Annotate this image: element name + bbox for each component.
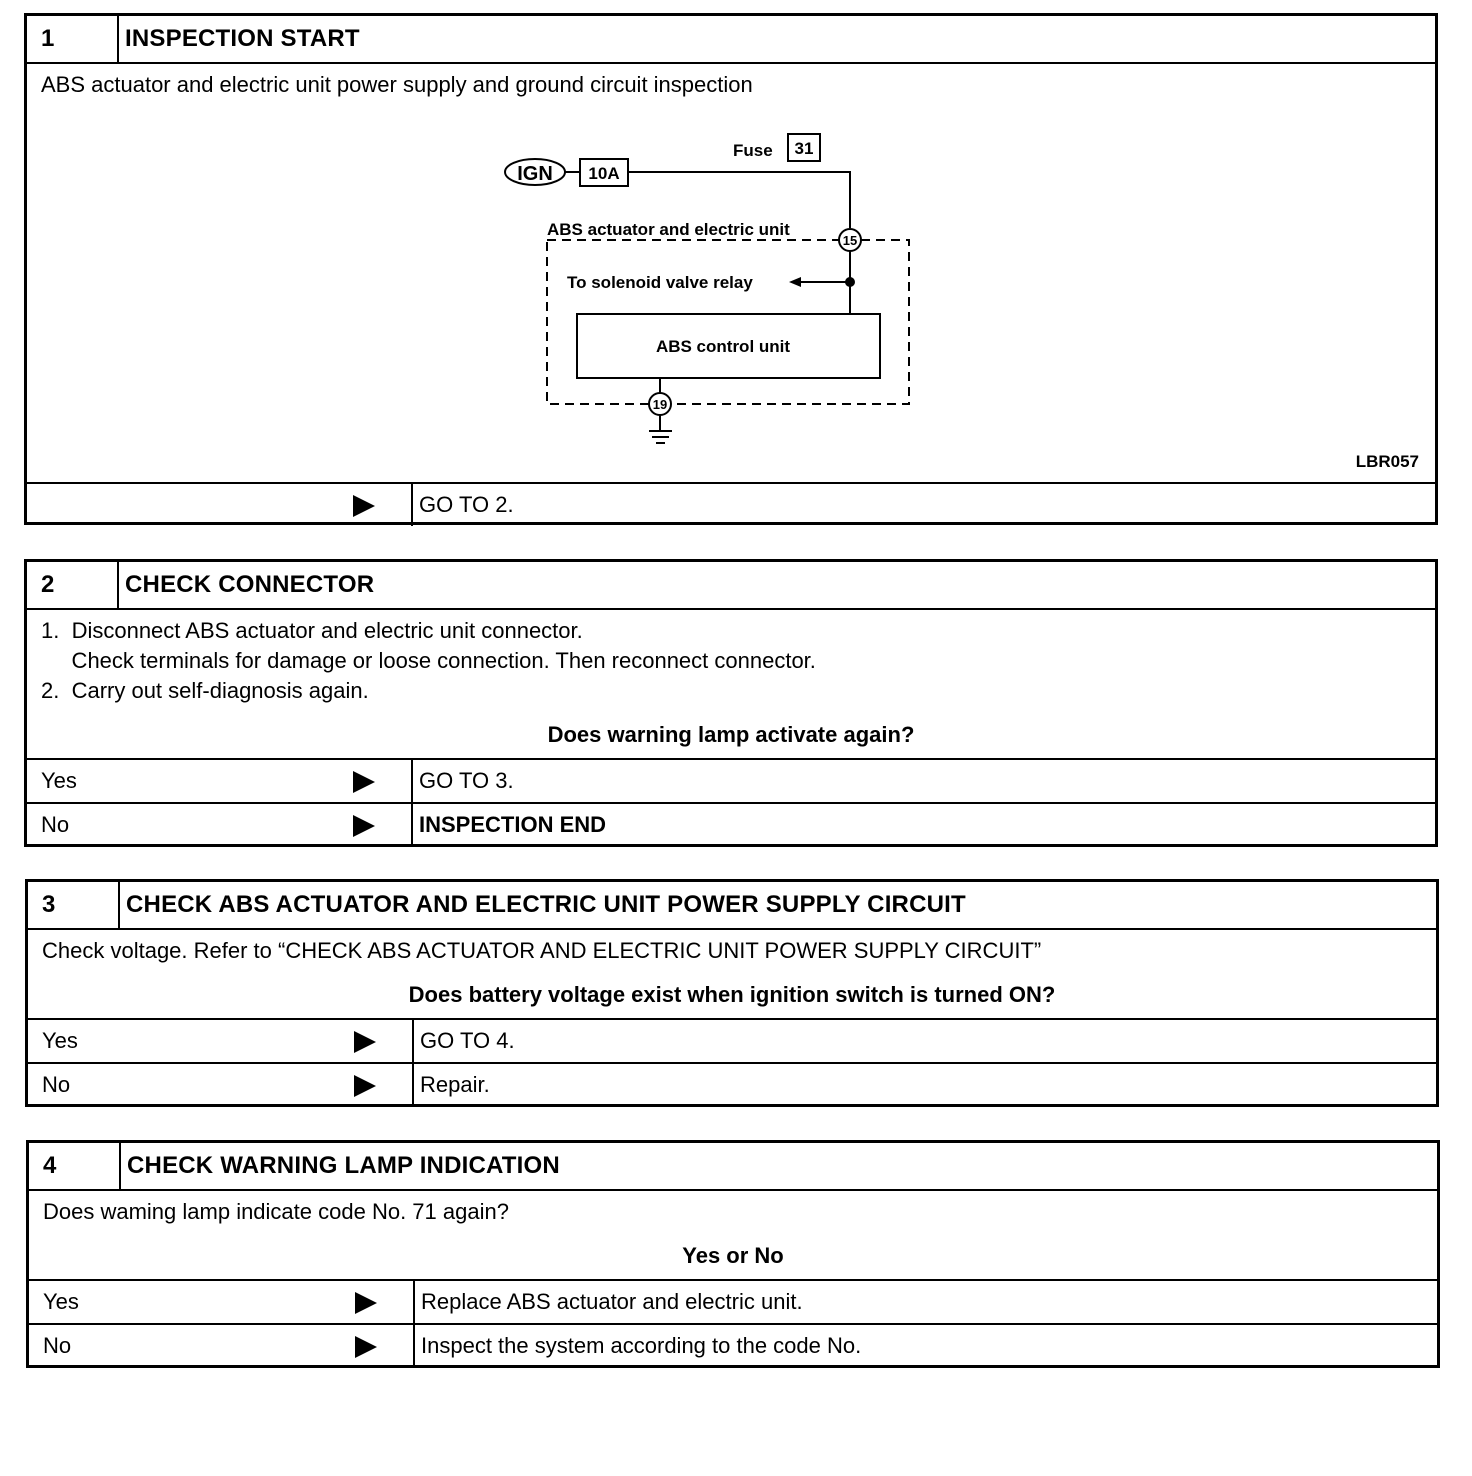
arrow-right-icon [355,1336,377,1358]
divider [411,760,413,802]
answer-result: INSPECTION END [419,812,607,837]
step-title: INSPECTION START [125,25,360,52]
answer-label: Yes [42,1028,78,1053]
step-question: Does battery voltage exist when ignition switch is turned ON? [408,982,1056,1007]
answer-result: Replace ABS actuator and electric unit. [421,1289,803,1314]
step-header [28,882,1436,928]
step-header [27,16,1435,62]
answer-label: Yes [41,768,77,793]
step-header [29,1143,1437,1189]
instruction-line: 2. Carry out self-diagnosis again. [41,678,369,703]
answer-result: GO TO 2. [419,492,514,517]
step-description: Does waming lamp indicate code No. 71 again? [43,1199,509,1224]
step-description: Check voltage. Refer to “CHECK ABS ACTUATOR AND ELECTRIC UNIT POWER SUPPLY CIRCUIT” [42,938,1042,963]
answer-result: GO TO 4. [420,1028,515,1053]
step-body [28,928,1436,1018]
step-description: ABS actuator and electric unit power supply and ground circuit inspection [41,72,753,97]
answer-row[interactable] [29,1279,1437,1323]
step-header [27,562,1435,608]
unit-label: ABS actuator and electric unit [547,220,790,239]
step-question: Yes or No [682,1243,784,1268]
relay-label: To solenoid valve relay [567,273,753,292]
step-body [29,1189,1437,1279]
divider [412,1020,414,1062]
step-1-block [24,13,1438,525]
answer-label: No [42,1072,71,1097]
fuse-rating-label: 10A [588,164,620,183]
answer-result: Inspect the system according to the code No. [421,1333,862,1358]
step-number: 3 [28,882,120,928]
step-4-block [26,1140,1440,1368]
circuit-diagram [27,64,1437,484]
step-title: CHECK CONNECTOR [125,571,375,598]
step-question: Does warning lamp activate again? [547,722,915,747]
step-2-block [24,559,1438,847]
answer-result: Repair. [420,1072,490,1097]
step-title: CHECK ABS ACTUATOR AND ELECTRIC UNIT POWER SUPPLY CIRCUIT [126,891,966,918]
answer-result: GO TO 3. [419,768,514,793]
ign-label: IGN [517,163,553,185]
answer-row[interactable] [28,1018,1436,1062]
arrow-right-icon [354,1031,376,1053]
divider [413,1281,415,1323]
step-3-block [25,879,1439,1107]
step-title: CHECK WARNING LAMP INDICATION [127,1152,560,1179]
step-number: 2 [27,562,119,608]
fuse-number-label: 31 [794,139,814,158]
answer-label: No [43,1333,72,1358]
arrow-right-icon [353,771,375,793]
answer-row[interactable] [29,1323,1437,1367]
control-unit-label: ABS control unit [655,337,791,356]
answer-label: No [41,812,70,837]
instruction-line: 1. Disconnect ABS actuator and electric unit connector. [41,618,583,643]
terminal-15-label: 15 [842,233,858,248]
arrow-right-icon [355,1292,377,1314]
answer-row[interactable] [27,802,1435,846]
answer-row[interactable] [27,482,1435,526]
step-number: 4 [29,1143,121,1189]
fuse-label: Fuse [733,141,773,160]
step-body [27,608,1435,758]
answer-row[interactable] [28,1062,1436,1106]
arrow-right-icon [353,815,375,837]
terminal-19-label: 19 [652,397,668,412]
ground-icon [649,431,672,443]
divider [411,804,413,846]
step-number: 1 [27,16,119,62]
arrow-left-icon [789,277,801,287]
instruction-line: Check terminals for damage or loose connection. Then reconnect connector. [41,648,816,673]
arrow-right-icon [353,495,375,517]
step-body [27,62,1435,482]
answer-label: Yes [43,1289,79,1314]
divider [411,484,413,526]
answer-row[interactable] [27,758,1435,802]
divider [413,1325,415,1367]
figure-code: LBR057 [1355,452,1419,471]
divider [412,1064,414,1106]
arrow-right-icon [354,1075,376,1097]
